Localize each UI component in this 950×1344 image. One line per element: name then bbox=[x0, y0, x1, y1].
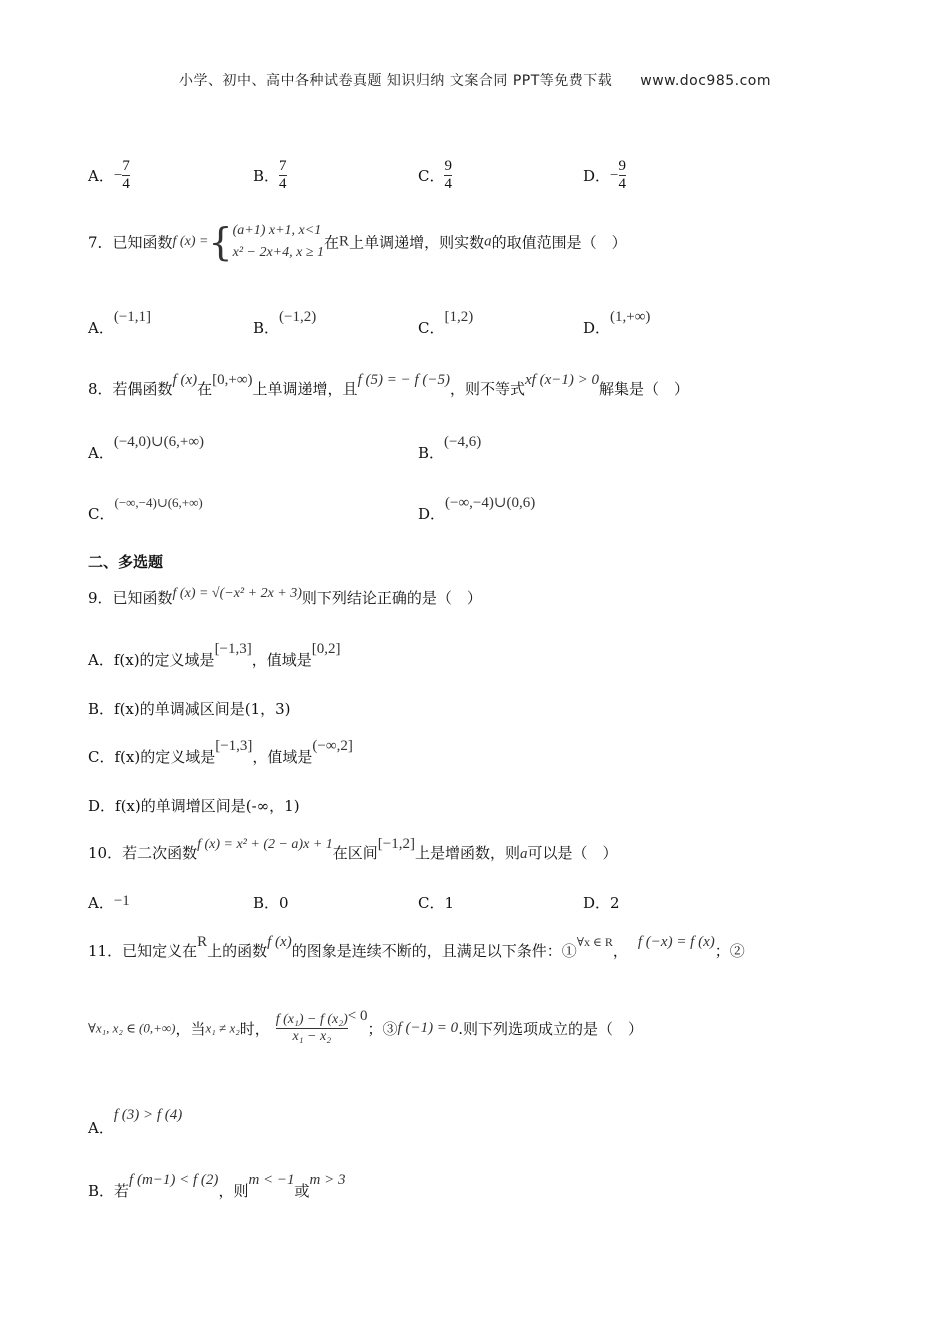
q9-option-d[interactable]: D．f(x)的单调增区间是(-∞，1) bbox=[88, 797, 300, 815]
q7-option-b[interactable]: B．(−1,2) bbox=[253, 309, 317, 337]
q7-stem: 7．已知函数f (x) ={ (a+1) x+1, x<1 x² − 2x+4, x ≥ 1 在R上单调递增，则实数a的取值范围是（ ） bbox=[88, 220, 627, 264]
q6-option-d[interactable]: D．− $\frac{9}{4}$ bbox=[583, 158, 626, 193]
q7-option-a[interactable]: A．(−1,1] bbox=[88, 309, 152, 337]
q6-a-fraction: $\frac{7}{4}$ bbox=[122, 158, 130, 193]
q9-option-a[interactable]: A．f(x)的定义域是[−1,3]，值域是[0,2] bbox=[88, 641, 341, 669]
q11-difference-quotient: $\frac{\text{f (x₁) − f (x₂)}}{\text{x₁ − x₂}}$ bbox=[275, 1012, 348, 1045]
q6-option-a[interactable]: A．− $\frac{7}{4}$ bbox=[88, 158, 130, 193]
q10-option-b[interactable]: B．0 bbox=[253, 894, 289, 912]
page-header bbox=[0, 70, 950, 90]
q11-option-b[interactable]: B．若f (m−1) < f (2)，则m < −1或m > 3 bbox=[88, 1172, 346, 1200]
q10-stem: 10．若二次函数f (x) = x² + (2 − a)x + 1在区间[−1,2]上是增函数，则a可以是（ ） bbox=[88, 836, 618, 862]
q10-option-c[interactable]: C．1 bbox=[418, 894, 455, 912]
q7-option-c[interactable]: C．[1,2) bbox=[418, 309, 474, 337]
header-url[interactable]: www.doc985.com bbox=[640, 73, 772, 89]
q11-option-a[interactable]: A．f (3) > f (4) bbox=[88, 1107, 183, 1137]
q9-option-c[interactable]: C．f(x)的定义域是[−1,3]，值域是(−∞,2] bbox=[88, 738, 353, 766]
section-heading: 二、多选题 bbox=[88, 553, 164, 571]
q6-d-fraction: $\frac{9}{4}$ bbox=[618, 158, 626, 193]
header-text: 小学、初中、高中各种试卷真题 知识归纳 文案合同 PPT等免费下载 bbox=[178, 73, 613, 89]
q6-option-b[interactable]: B． $\frac{7}{4}$ bbox=[253, 158, 287, 193]
q9-option-b[interactable]: B．f(x)的单调减区间是(1，3) bbox=[88, 700, 291, 718]
q8-stem: 8．若偶函数f (x)在[0,+∞)上单调递增，且f (5) = − f (−5)，则不等式xf (x−1) > 0解集是（ ） bbox=[88, 372, 689, 398]
q11-stem-line1: 11．已知定义在R上的函数f (x)的图象是连续不断的，且满足以下条件：①∀x ∈ R， f (−x) = f (x)；② bbox=[88, 934, 745, 960]
q8-option-a[interactable]: A．(−4,0)∪(6,+∞) bbox=[88, 434, 205, 462]
q8-option-d[interactable]: D．(−∞,−4)∪(0,6) bbox=[418, 495, 536, 523]
q7-option-d[interactable]: D．(1,+∞) bbox=[583, 309, 651, 337]
q6-option-c[interactable]: C． $\frac{9}{4}$ bbox=[418, 158, 452, 193]
q6-c-fraction: $\frac{9}{4}$ bbox=[444, 158, 452, 193]
q6-b-fraction: $\frac{7}{4}$ bbox=[279, 158, 287, 193]
q11-stem-line2: ∀x₁, x₂ ∈ (0,+∞)，当x₁ ≠ x₂时， $\frac{\text{f (x₁) − f (x₂)}}{\text{x₁ − x₂}}$ < 0；③f (−1) = 0.则下列选项成立的是（ ） bbox=[88, 1008, 643, 1045]
q8-option-b[interactable]: B．(−4,6) bbox=[418, 434, 482, 462]
q10-option-d[interactable]: D．2 bbox=[583, 894, 620, 912]
q9-stem: 9．已知函数f (x) = √(−x² + 2x + 3)则下列结论正确的是（ ） bbox=[88, 586, 482, 607]
q10-option-a[interactable]: A．−1 bbox=[88, 893, 130, 912]
q8-option-c[interactable]: C．(−∞,−4)∪(6,+∞) bbox=[88, 495, 203, 523]
